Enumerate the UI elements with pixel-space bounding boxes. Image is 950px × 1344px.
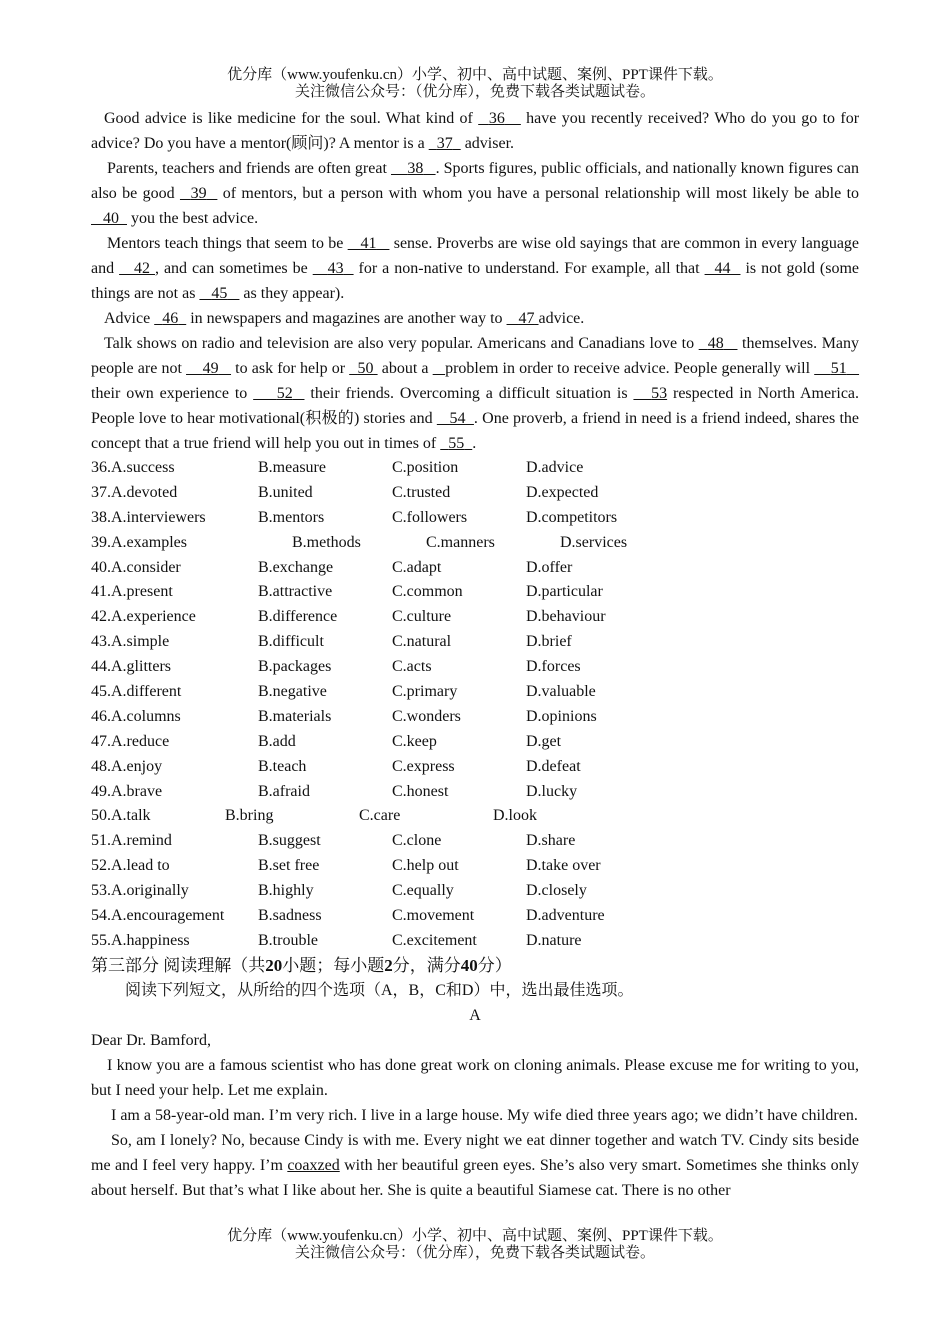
header-line-2: 关注微信公众号：（优分库），免费下载各类试题试卷。 <box>294 84 655 100</box>
underlined-word: coaxzed <box>287 1156 340 1174</box>
blank-51: 51 <box>830 360 847 377</box>
blank-42: 42 <box>134 260 150 277</box>
blank-43: 43 <box>327 260 344 277</box>
question-options-50: 50.A.talk B.bring C.care D.look <box>91 807 537 825</box>
question-options-36: 36.A.success B.measure C.position D.advice <box>91 459 584 476</box>
blank-49: 49 <box>202 360 219 377</box>
section-3-title: 第三部分 阅读理解（共20小题；每小题2分，满分40分） <box>91 955 512 975</box>
blank-53: 53 <box>651 385 668 402</box>
letter-paragraph-3: So, am I lonely? No, because Cindy is with me. Every night we eat dinner together and watch TV. Cindy sits beside me and I feel very happy. I’m coaxzed with her beautiful green eyes. She’s also very smart. Sometimes she thinks only about herself. But that’s what I like about her. She is quite a beautiful Siamese cat. There is no other <box>91 1131 860 1199</box>
question-options-53: 53.A.originally B.highly C.equally D.closely <box>91 882 587 900</box>
blank-44: 44 <box>714 260 731 277</box>
question-options-39: 39.A.examples B.methods C.manners D.services <box>91 533 628 551</box>
letter-paragraph-1: I know you are a famous scientist who has done great work on cloning animals. Please excuse me for writing to you, but I need your help. Let me explain. <box>91 1056 859 1099</box>
passage-label: A <box>469 1006 481 1024</box>
question-options-37: 37.A.devoted B.united C.trusted D.expected <box>91 483 599 501</box>
footer-line-2: 关注微信公众号：（优分库），免费下载各类试题试卷。 <box>294 1245 655 1261</box>
question-options-54: 54.A.encouragement B.sadness C.movement D.adventure <box>91 907 605 925</box>
question-options-44: 44.A.glitters B.packages C.acts D.forces <box>91 658 581 676</box>
question-options-48: 48.A.enjoy B.teach C.express D.defeat <box>91 757 581 775</box>
passage-paragraph-3: Mentors teach things that seem to be 41 sense. Proverbs are wise old sayings that are common in every language and 42 , and can sometimes be 43 for a non-native to understand. For example, all that 44 is not gold (some things are not as 45 as they appear). <box>91 235 860 302</box>
blank-45: 45 <box>211 285 228 302</box>
blank-36: 36 <box>488 110 505 127</box>
question-options-38: 38.A.interviewers B.mentors C.followers D.competitors <box>91 508 618 526</box>
letter-paragraph-2: I am a 58-year-old man. I’m very rich. I live in a large house. My wife died three years ago; we didn’t have children. <box>111 1106 858 1124</box>
blank-38: 38 <box>407 160 424 177</box>
question-options-41: 41.A.present B.attractive C.common D.particular <box>91 583 603 601</box>
blank-52: 52 <box>276 385 293 402</box>
blank-48: 48 <box>707 335 724 352</box>
passage-paragraph-4: Advice 46 in newspapers and magazines are another way to 47 advice. <box>104 310 585 327</box>
question-options-43: 43.A.simple B.difficult C.natural D.brief <box>91 633 572 651</box>
passage-paragraph-5: Talk shows on radio and television are also very popular. Americans and Canadians love to 48 themselves. Many people are not 49 to ask for help or 50 about a problem in order to receive advice. People generally will 51 their own experience to 52 their friends. Overcoming a difficult situation is 53 respected in North America. People love to hear motivational(积极的) stories and 54 . One proverb, a friend in need is a friend indeed, shares the concept that a true friend will help you out in times of 55 . <box>91 335 860 452</box>
question-options-55: 55.A.happiness B.trouble C.excitement D.nature <box>91 931 582 949</box>
question-options-40: 40.A.consider B.exchange C.adapt D.offer <box>91 558 573 576</box>
question-options-51: 51.A.remind B.suggest C.clone D.share <box>91 832 576 850</box>
blank-55: 55 <box>448 435 465 452</box>
blank-54: 54 <box>449 410 466 427</box>
passage-paragraph-2: Parents, teachers and friends are often great 38 . Sports figures, public officials, and nationally known figures can also be good 39 of mentors, but a person with whom you have a personal relationship will most likely be able to 40 you the best advice. <box>91 160 860 227</box>
section-3-instruction: 阅读下列短文，从所给的四个选项（A，B，C和D）中，选出最佳选项。 <box>125 981 634 999</box>
exam-page <box>91 106 859 1203</box>
blank-unnumbered <box>433 360 445 377</box>
question-options-45: 45.A.different B.negative C.primary D.valuable <box>91 683 596 701</box>
blank-47: 47 <box>518 310 535 327</box>
blank-39: 39 <box>190 185 207 202</box>
page-header <box>0 67 950 101</box>
question-options-46: 46.A.columns B.materials C.wonders D.opinions <box>91 707 597 725</box>
header-line-1: 优分库（www.youfenku.cn）小学、初中、高中试题、案例、PPT课件下载。 <box>227 67 723 83</box>
question-options-52: 52.A.lead to B.set free C.help out D.take over <box>91 857 601 875</box>
question-options-47: 47.A.reduce B.add C.keep D.get <box>91 732 562 750</box>
letter-salutation: Dear Dr. Bamford, <box>91 1031 211 1049</box>
page-footer <box>0 1228 950 1262</box>
question-options-42: 42.A.experience B.difference C.culture D.behaviour <box>91 608 606 626</box>
blank-37: 37 <box>436 135 453 152</box>
blank-46: 46 <box>162 310 179 327</box>
blank-41: 41 <box>360 235 377 252</box>
question-options-49: 49.A.brave B.afraid C.honest D.lucky <box>91 782 578 800</box>
blank-40: 40 <box>103 210 119 227</box>
blank-50: 50 <box>357 360 374 377</box>
passage-paragraph-1: Good advice is like medicine for the soul. What kind of 36 have you recently received? Who do you go to for advice? Do you have a mentor(顾问)? A mentor is a 37 adviser. <box>91 110 860 152</box>
footer-line-1: 优分库（www.youfenku.cn）小学、初中、高中试题、案例、PPT课件下载。 <box>227 1228 723 1244</box>
options-list <box>91 456 859 954</box>
